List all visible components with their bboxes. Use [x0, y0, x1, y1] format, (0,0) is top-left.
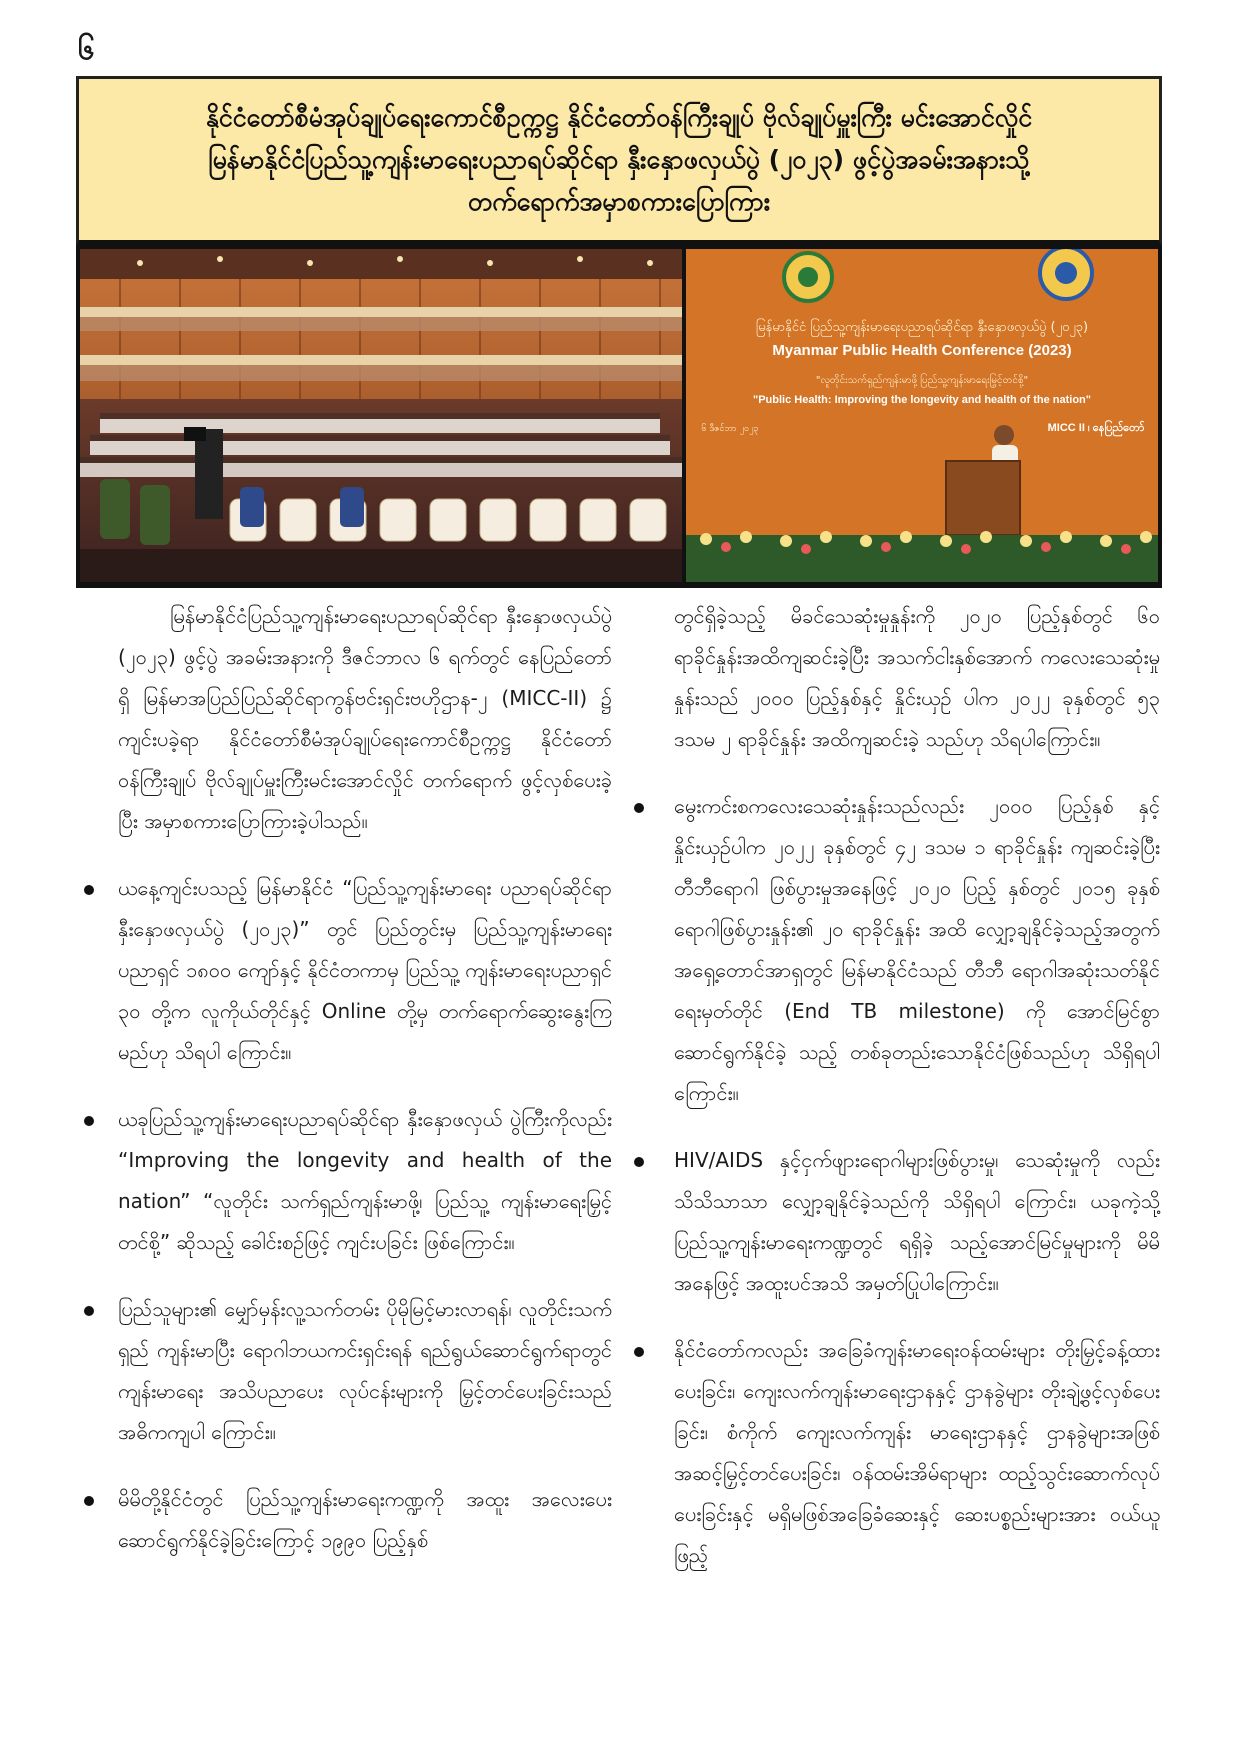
bullet-text: ယနေ့ကျင်းပသည့် မြန်မာနိုင်ငံ “ပြည်သူ့ကျန်းမာရေး ပညာရပ်ဆိုင်ရာနှီးနှောဖလှယ်ပွဲ (၂၀၂၃)” တွင် ပြည်တွင်းမှ ပြည်သူ့ကျန်းမာရေးပညာရှင် ၁၈၀၀ ကျော်နှင့် နိုင်ငံတကာမှ ပြည်သူ့ ကျန်းမာရေးပညာရှင် ၃၀ တို့က လူကိုယ်တိုင်နှင့် Online တို့မှ တက်ရောက်ဆွေးနွေးကြမည်ဟု သိရပါ ကြောင်း။: [118, 876, 612, 1064]
headline-box: [76, 76, 1162, 246]
bullet-text: မိမိတို့နိုင်ငံတွင် ပြည်သူ့ကျန်းမာရေးကဏ္ဍကို အထူး အလေးပေးဆောင်ရွက်နိုင်ခဲ့ခြင်းကြောင့် ၁၉၉၀ ပြည့်နှစ်: [118, 1487, 612, 1552]
bullet-text: နိုင်ငံတော်ကလည်း အခြေခံကျန်းမာရေးဝန်ထမ်းများ တိုးမြှင့်ခန့်ထားပေးခြင်း၊ ကျေးလက်ကျန်းမာရေးဌာနနှင့် ဌာနခွဲများ တိုးချဲ့ဖွင့်လှစ်ပေးခြင်း၊ စံကိုက် ကျေးလက်ကျန်း မာရေးဌာနနှင့် ဌာနခွဲများအဖြစ် အဆင့်မြှင့်တင်ပေးခြင်း၊ ဝန်ထမ်းအိမ်ရာများ ထည့်သွင်းဆောက်လုပ်ပေးခြင်းနှင့် မရှိမဖြစ်အခြေခံဆေးနှင့် ဆေးပစ္စည်းများအား ဝယ်ယူဖြည့်: [674, 1338, 1160, 1567]
banner-venue: MICC II ၊ နေပြည်တော်: [1047, 422, 1145, 434]
bullet-text: ပြည်သူများ၏ မျှော်မှန်းလူ့သက်တမ်း ပိုမိုမြင့်မားလာရန်၊ လူတိုင်းသက်ရှည် ကျန်းမာပြီး ရောဂါဘယကင်းရှင်းရန် ရည်ရွယ်ဆောင်ရွက်ရာတွင် ကျန်းမာရေး အသိပညာပေး လုပ်ငန်းများကို မြှင့်တင်ပေးခြင်းသည် အဓိကကျပါ ကြောင်း။: [118, 1297, 612, 1444]
list-item: [674, 1330, 1160, 1576]
list-item: [118, 1479, 612, 1561]
headline-line-2: မြန်မာနိုင်ငံပြည်သူ့ကျန်းမာရေးပညာရပ်ဆိုင်ရာ နှီးနှောဖလှယ်ပွဲ (၂၀၂၃) ဖွင့်ပွဲအခမ်းအနားသို့: [208, 144, 1030, 174]
bullet-text: HIV/AIDS နှင့်ငှက်ဖျားရောဂါများဖြစ်ပွားမှု၊ သေဆုံးမှုကို လည်း သိသိသာသာ လျှော့ချနိုင်ခဲ့သည်ကို သိရှိရပါ ကြောင်း၊ ယခုကဲ့သို့ ပြည်သူ့ကျန်းမာရေးကဏ္ဍတွင် ရရှိခဲ့ သည့်အောင်မြင်မှုများကို မိမိအနေဖြင့် အထူးပင်အသိ အမှတ်ပြုပါကြောင်း။: [674, 1148, 1160, 1295]
banner-myanmar-theme: "လူတိုင်းသက်ရှည်ကျန်းမာဖို့ ပြည်သူ့ကျန်းမာရေးမြှင့်တင်စို့": [815, 375, 1029, 386]
bullet-icon: [84, 885, 94, 895]
bullet-icon: [84, 1496, 94, 1506]
photo-strip: [76, 246, 1162, 588]
banner-myanmar-title: မြန်မာနိုင်ငံ ပြည်သူ့ကျန်းမာရေးပညာရပ်ဆိုင်ရာ နှီးနှောဖလှယ်ပွဲ (၂၀၂၃): [755, 320, 1089, 335]
bullet-icon: [84, 1306, 94, 1316]
list-item: [674, 1140, 1160, 1304]
bullet-icon: [634, 803, 644, 813]
intro-paragraph: မြန်မာနိုင်ငံပြည်သူ့ကျန်းမာရေးပညာရပ်ဆိုင်ရာ နှီးနှောဖလှယ်ပွဲ (၂၀၂၃) ဖွင့်ပွဲ အခမ်းအနားကို ဒီဇင်ဘာလ ၆ ရက်တွင် နေပြည်တော်ရှိ မြန်မာအပြည်ပြည်ဆိုင်ရာကွန်ဗင်းရှင်းဗဟိုဌာန-၂ (MICC-II) ၌ ကျင်းပခဲ့ရာ နိုင်ငံတော်စီမံအုပ်ချုပ်ရေးကောင်စီဥက္ကဋ္ဌ နိုင်ငံတော်ဝန်ကြီးချုပ် ဗိုလ်ချုပ်မှူးကြီးမင်းအောင်လှိုင် တက်ရောက် ဖွင့်လှစ်ပေးခဲ့ပြီး အမှာစကားပြောကြားခဲ့ပါသည်။: [118, 604, 612, 833]
list-item: [118, 868, 612, 1073]
list-item: [118, 1099, 612, 1263]
podium: [946, 461, 1020, 535]
ministry-logo-left: [784, 253, 832, 301]
page-number: ၆: [78, 32, 95, 67]
conference-hall-illustration: [80, 249, 682, 582]
headline-line-1: နိုင်ငံတော်စီမံအုပ်ချုပ်ရေးကောင်စီဥက္ကဋ္ဌ နိုင်ငံတော်ဝန်ကြီးချုပ် ဗိုလ်ချုပ်မှူးကြီး မင်းအောင်လှိုင်: [205, 102, 1033, 132]
conference-hall-photo: [80, 249, 682, 582]
article-right-column: [634, 596, 1160, 1576]
list-item: [674, 786, 1160, 1114]
right-bullet-list: [634, 786, 1160, 1576]
bullet-text: မွေးကင်းစကလေးသေဆုံးနှုန်းသည်လည်း ၂၀၀၀ ပြည့်နှစ် နှင့်နှိုင်းယှဉ်ပါက ၂၀၂၂ ခုနှစ်တွင် ၄၂ ဒသမ ၁ ရာခိုင်နှုန်း ကျဆင်းခဲ့ပြီး တီဘီရောဂါ ဖြစ်ပွားမှုအနေဖြင့် ၂၀၂၀ ပြည့် နှစ်တွင် ၂၀၁၅ ခုနှစ် ရောဂါဖြစ်ပွားနှုန်း၏ ၂၀ ရာခိုင်နှုန်း အထိ လျှော့ချနိုင်ခဲ့သည့်အတွက် အရှေ့တောင်အာရှတွင် မြန်မာနိုင်ငံသည် တီဘီ ရောဂါအဆုံးသတ်နိုင်ရေးမှတ်တိုင် (End TB milestone) ကို အောင်မြင်စွာ ဆောင်ရွက်နိုင်ခဲ့ သည့် တစ်ခုတည်းသောနိုင်ငံဖြစ်သည်ဟု သိရှိရပါကြောင်း။: [674, 794, 1160, 1105]
speaker-podium-photo: [686, 249, 1158, 582]
list-item: [118, 1289, 612, 1453]
bullet-text: ယခုပြည်သူ့ကျန်းမာရေးပညာရပ်ဆိုင်ရာ နှီးနှောဖလှယ် ပွဲကြီးကိုလည်း “Improving the longevity and health of the nation” “လူတိုင်း သက်ရှည်ကျန်းမာဖို့၊ ပြည်သူ့ ကျန်းမာရေးမြှင့်တင်စို့” ဆိုသည့် ခေါင်းစဉ်ဖြင့် ကျင်းပခြင်း ဖြစ်ကြောင်း။: [118, 1107, 612, 1254]
continuation-paragraph: တွင်ရှိခဲ့သည့် မိခင်သေဆုံးမှုနှုန်းကို ၂၀၂၀ ပြည့်နှစ်တွင် ၆၀ ရာခိုင်နှုန်းအထိကျဆင်းခဲ့ပြီး အသက်ငါးနှစ်အောက် ကလေးသေဆုံးမှုနှုန်းသည် ၂၀၀၀ ပြည့်နှစ်နှင့် နှိုင်းယှဉ် ပါက ၂၀၂၂ ခုနှစ်တွင် ၅၃ ဒသမ ၂ ရာခိုင်နှုန်း အထိကျဆင်းခဲ့ သည်ဟု သိရပါကြောင်း။: [674, 604, 1160, 751]
left-bullet-list: [118, 868, 612, 1561]
banner-english-theme: "Public Health: Improving the longevity and health of the nation": [752, 394, 1092, 406]
headline-line-3: တက်ရောက်အမှာစကားပြောကြား: [467, 186, 771, 216]
stage-banner-illustration: [686, 249, 1158, 582]
ministry-logo-right: [1040, 249, 1092, 299]
bullet-icon: [84, 1116, 94, 1126]
banner-english-title: Myanmar Public Health Conference (2023): [772, 342, 1072, 359]
bullet-icon: [634, 1347, 644, 1357]
article-left-column: [118, 596, 612, 1561]
bullet-icon: [634, 1157, 644, 1167]
banner-date: ၆ ဒီဇင်ဘာ ၂၀၂၃: [701, 424, 759, 434]
